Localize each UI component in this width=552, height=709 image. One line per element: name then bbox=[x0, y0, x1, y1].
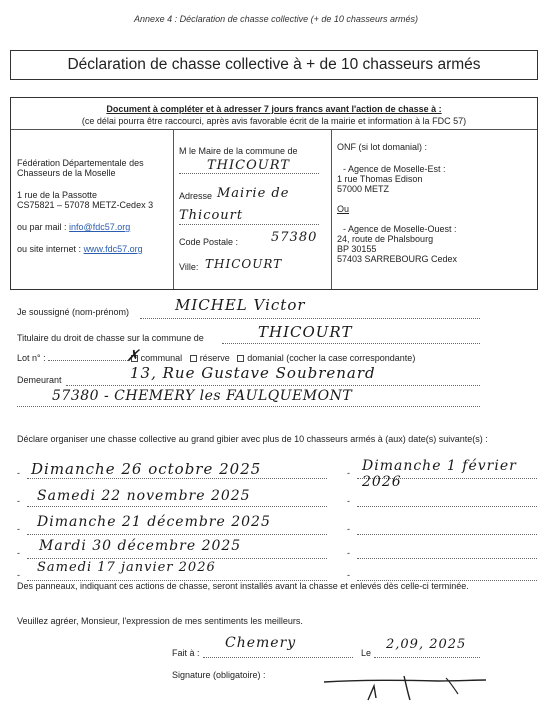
date-bullet: - bbox=[347, 570, 350, 580]
onf-est-addr2: 57000 METZ bbox=[337, 184, 390, 194]
lot-reserve-label: réserve bbox=[199, 353, 230, 363]
date-bullet: - bbox=[347, 468, 350, 478]
lot-reserve-checkbox[interactable] bbox=[190, 355, 197, 362]
onf-ouest-label: - Agence de Moselle-Ouest : bbox=[343, 224, 457, 234]
signature-image bbox=[318, 668, 498, 704]
date-bullet: - bbox=[17, 548, 20, 558]
ville-value: THICOURT bbox=[205, 257, 283, 271]
date-bullet: - bbox=[347, 496, 350, 506]
date-left-3: Dimanche 21 décembre 2025 bbox=[37, 514, 271, 530]
signature-label: Signature (obligatoire) : bbox=[172, 670, 266, 680]
federation-name-2: Chasseurs de la Moselle bbox=[17, 168, 116, 178]
date-left-4: Mardi 30 décembre 2025 bbox=[39, 538, 242, 554]
mairie-column bbox=[179, 146, 327, 272]
cp-value: 57380 bbox=[271, 230, 318, 245]
soussigne-line bbox=[140, 318, 480, 319]
adresse-line bbox=[179, 224, 319, 225]
onf-est-addr1: 1 rue Thomas Edison bbox=[337, 174, 423, 184]
mail-link[interactable]: info@fdc57.org bbox=[69, 222, 131, 232]
mairie-commune-value: THICOURT bbox=[207, 158, 290, 173]
le-value: 2,09, 2025 bbox=[386, 637, 467, 652]
federation-column bbox=[17, 158, 169, 254]
fait-label: Fait à : bbox=[172, 648, 200, 658]
declare-text: Déclare organiser une chasse collective au grand gibier avec plus de 10 chasseurs armés à (aux) date(s) suivante(s) : bbox=[17, 434, 488, 444]
lot-label: Lot n° : bbox=[17, 353, 46, 363]
date-line-right bbox=[357, 506, 537, 507]
adresse-label: Adresse bbox=[179, 191, 213, 201]
annex-title: Annexe 4 : Déclaration de chasse collective (+ de 10 chasseurs armés) bbox=[134, 14, 418, 24]
titulaire-label: Titulaire du droit de chasse sur la commune de bbox=[17, 333, 204, 343]
date-left-1: Dimanche 26 octobre 2025 bbox=[31, 460, 262, 478]
doc-subheader: (ce délai pourra être raccourci, après avis favorable écrit de la mairie et information à la FDC 57) bbox=[81, 116, 467, 126]
adresse-value-1: Mairie de bbox=[217, 186, 290, 201]
date-line-left bbox=[27, 506, 327, 507]
onf-column bbox=[337, 142, 533, 264]
col-divider-1 bbox=[173, 129, 174, 289]
date-left-5: Samedi 17 janvier 2026 bbox=[37, 560, 216, 575]
onf-ouest-addr1: 24, route de Phalsbourg bbox=[337, 234, 434, 244]
date-bullet: - bbox=[347, 548, 350, 558]
date-bullet: - bbox=[17, 524, 20, 534]
date-right-1: Dimanche 1 février 2026 bbox=[362, 458, 517, 490]
mairie-label: M le Maire de la commune de bbox=[179, 146, 298, 156]
demeurant-value-1: 13, Rue Gustave Soubrenard bbox=[130, 364, 376, 382]
lot-communal-check-mark: ✗ bbox=[126, 346, 141, 365]
date-bullet: - bbox=[17, 468, 20, 478]
onf-ouest-addr2: BP 30155 bbox=[337, 244, 377, 254]
date-line-right bbox=[357, 534, 537, 535]
col-divider-2 bbox=[331, 129, 332, 289]
header-divider bbox=[11, 129, 537, 130]
le-line bbox=[374, 657, 480, 658]
date-left-2: Samedi 22 novembre 2025 bbox=[37, 488, 251, 504]
date-line-right bbox=[357, 558, 537, 559]
soussigne-value: MICHEL Victor bbox=[175, 296, 306, 314]
date-line-left bbox=[27, 558, 327, 559]
onf-title: ONF (si lot domanial) : bbox=[337, 142, 428, 152]
date-bullet: - bbox=[17, 496, 20, 506]
commune-line bbox=[179, 173, 319, 174]
onf-ouest-addr3: 57403 SARREBOURG Cedex bbox=[337, 254, 458, 264]
demeurant-value-2: 57380 - CHEMERY les FAULQUEMONT bbox=[52, 388, 353, 404]
lot-domanial-checkbox[interactable] bbox=[237, 355, 244, 362]
lot-domanial-label: domanial (cocher la case correspondante) bbox=[247, 353, 416, 363]
lot-communal-label: communal bbox=[140, 353, 183, 363]
fait-line bbox=[203, 657, 353, 658]
ville-label: Ville: bbox=[179, 262, 199, 272]
date-bullet: - bbox=[17, 570, 20, 580]
onf-or: Ou bbox=[337, 204, 350, 214]
titulaire-value: THICOURT bbox=[258, 323, 353, 341]
closing-text: Veuillez agréer, Monsieur, l'expression de mes sentiments les meilleurs. bbox=[17, 616, 303, 626]
cp-label: Code Postale : bbox=[179, 237, 239, 247]
soussigne-label: Je soussigné (nom-prénom) bbox=[17, 307, 130, 317]
adresse-value-2: Thicourt bbox=[179, 208, 244, 223]
lot-row bbox=[17, 353, 415, 363]
titulaire-line bbox=[222, 343, 480, 344]
onf-est-label: - Agence de Moselle-Est : bbox=[343, 164, 446, 174]
lot-line bbox=[48, 360, 128, 361]
date-line-left bbox=[27, 478, 327, 479]
federation-name-1: Fédération Départementale des bbox=[17, 158, 144, 168]
demeurant-line-1 bbox=[66, 385, 480, 386]
doc-header: Document à compléter et à adresser 7 jours francs avant l'action de chasse à : bbox=[106, 104, 442, 114]
mail-label: ou par mail : bbox=[17, 222, 67, 232]
fait-value: Chemery bbox=[225, 635, 297, 651]
le-label: Le bbox=[361, 648, 372, 658]
dates-list bbox=[17, 456, 537, 586]
recipients-box bbox=[10, 97, 538, 290]
site-label: ou site internet : bbox=[17, 244, 82, 254]
demeurant-line-2 bbox=[17, 406, 480, 407]
panneaux-text: Des panneaux, indiquant ces actions de chasse, seront installés avant la chasse et enlevés dès celle-ci terminée. bbox=[17, 581, 469, 591]
federation-address-2: CS75821 – 57078 METZ-Cedex 3 bbox=[17, 200, 154, 210]
form-title: Déclaration de chasse collective à + de 10 chasseurs armés bbox=[10, 50, 538, 80]
demeurant-label: Demeurant bbox=[17, 375, 62, 385]
date-bullet: - bbox=[347, 524, 350, 534]
site-link[interactable]: www.fdc57.org bbox=[83, 244, 143, 254]
federation-address-1: 1 rue de la Passotte bbox=[17, 190, 98, 200]
date-line-left bbox=[27, 534, 327, 535]
